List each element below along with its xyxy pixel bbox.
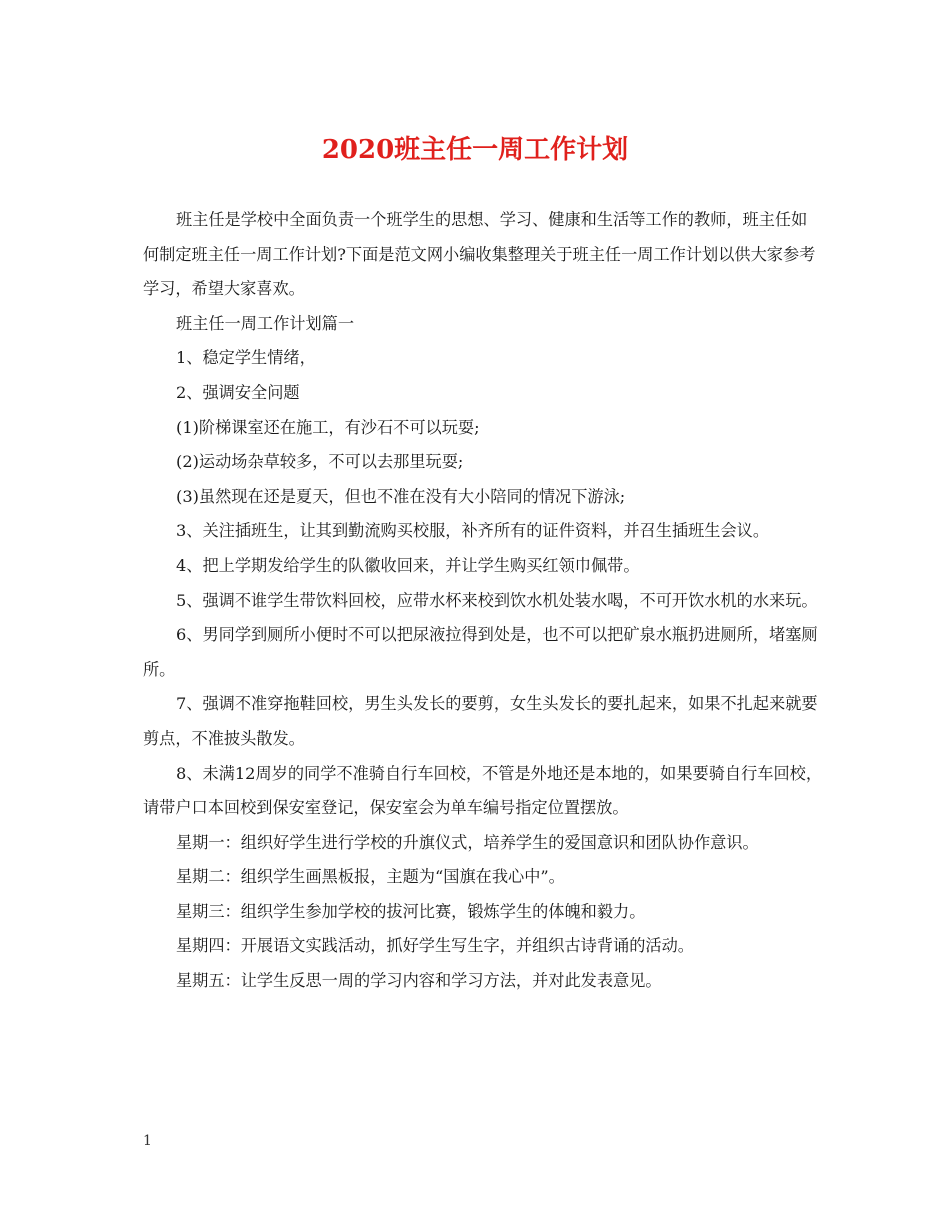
section-heading: 班主任一周工作计划篇一 [176, 313, 355, 333]
list-item: 7、强调不准穿拖鞋回校，男生头发长的要剪，女生头发长的要扎起来，如果不扎起来就要剪点，不准披头散发。 [143, 694, 818, 748]
list-item: 1、稳定学生情绪， [176, 348, 316, 368]
sub-list-item: (2)运动场杂草较多，不可以去那里玩耍; [176, 452, 464, 472]
sub-list-item: (3)虽然现在还是夏天，但也不准在没有大小陪同的情况下游泳; [176, 486, 626, 506]
list-item: 8、未满12周岁的同学不准骑自行车回校，不管是外地还是本地的，如果要骑自行车回校，请带户口本回校到保安室登记，保安室会为单车编号指定位置摆放。 [143, 763, 823, 818]
weekday-plan: 星期四：开展语文实践活动，抓好学生写生字，并组织古诗背诵的活动。 [176, 936, 694, 956]
weekday-plan: 星期二：组织学生画黑板报，主题为“国旗在我心中”。 [176, 867, 565, 887]
list-item: 6、男同学到厕所小便时不可以把尿液拉得到处是，也不可以把矿泉水瓶扔进厕所，堵塞厕所。 [143, 625, 818, 679]
list-item: 5、强调不谁学生带饮料回校，应带水杯来校到饮水机处装水喝，不可开饮水机的水来玩。 [176, 590, 818, 610]
page-title: 2020班主任一周工作计划 [321, 135, 629, 165]
weekday-plan: 星期一：组织好学生进行学校的升旗仪式，培养学生的爱国意识和团队协作意识。 [176, 832, 759, 852]
document-body [143, 203, 823, 999]
paragraph-intro: 班主任是学校中全面负责一个班学生的思想、学习、健康和生活等工作的教师，班主任如何制定班主任一周工作计划?下面是范文网小编收集整理关于班主任一周工作计划以供大家参考学习，希望大家喜欢。 [143, 210, 816, 299]
page-number: 1 [143, 1133, 152, 1149]
list-item: 4、把上学期发给学生的队徽收回来，并让学生购买红领巾佩带。 [176, 555, 640, 575]
list-item: 3、关注插班生，让其到勤流购买校服，补齐所有的证件资料，并召生插班生会议。 [176, 521, 770, 541]
sub-list-item: (1)阶梯课室还在施工，有沙石不可以玩耍; [176, 417, 480, 437]
weekday-plan: 星期五：让学生反思一周的学习内容和学习方法，并对此发表意见。 [176, 971, 662, 991]
list-item: 2、强调安全问题 [176, 382, 300, 402]
weekday-plan: 星期三：组织学生参加学校的拔河比赛，锻炼学生的体魄和毅力。 [176, 901, 646, 921]
